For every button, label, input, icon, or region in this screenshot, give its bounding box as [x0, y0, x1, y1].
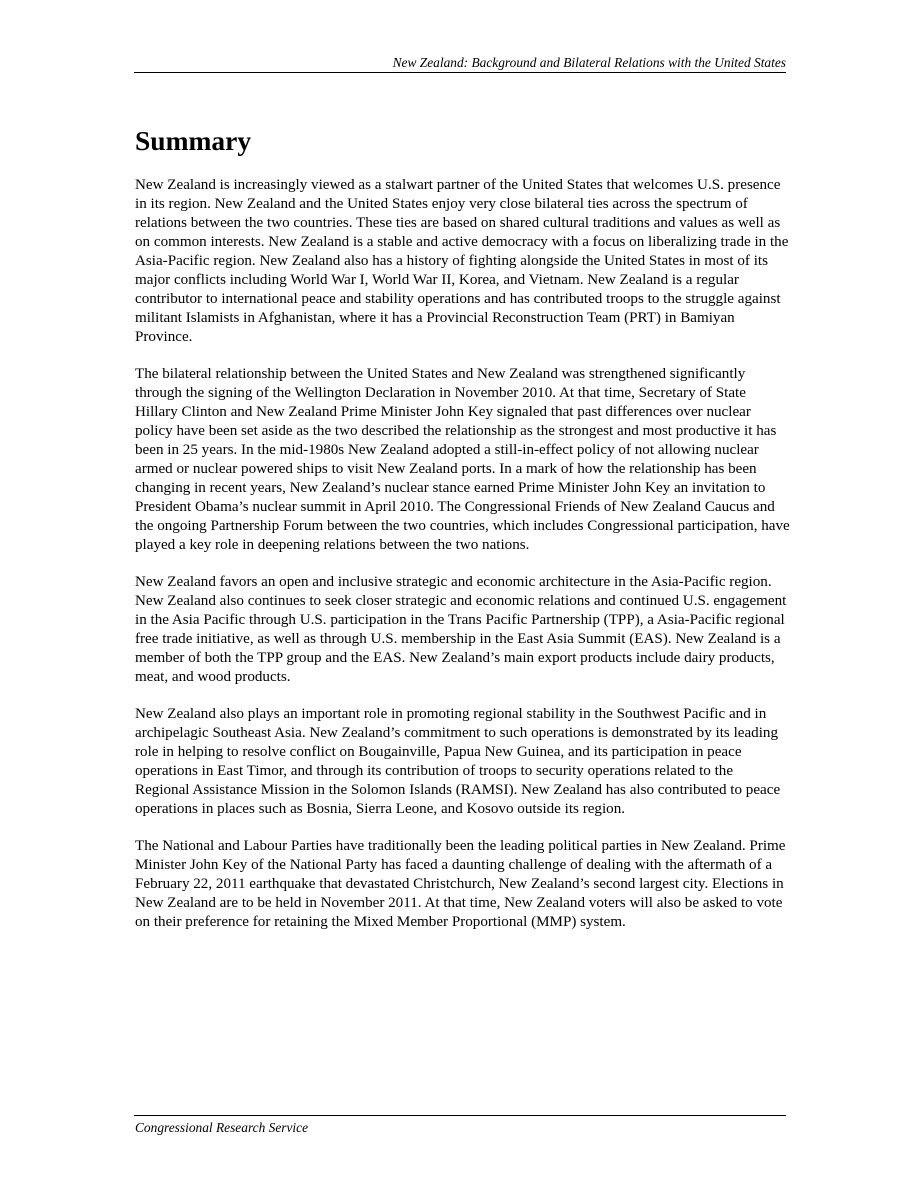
summary-paragraph-2: The bilateral relationship between the United States and New Zealand was strengthened significantly through the signing of the Wellington Declaration in November 2010. At that time, Secretary of State Hillary Clinton and New Zealand Prime Minister John Key signaled that past differences over nuclear policy have been set aside as the two described the relationship as the strongest and most productive it has been in 25 years. In the mid-1980s New Zealand adopted a still-in-effect policy of not allowing nuclear armed or nuclear powered ships to visit New Zealand ports. In a mark of how the relationship has been changing in recent years, New Zealand’s nuclear stance earned Prime Minister John Key an invitation to President Obama’s nuclear summit in April 2010. The Congressional Friends of New Zealand Caucus and the ongoing Partnership Forum between the two countries, which includes Congressional participation, have played a key role in deepening relations between the two nations.: [135, 366, 790, 553]
header-rule: [134, 72, 786, 73]
summary-paragraph-4: New Zealand also plays an important role in promoting regional stability in the Southwest Pacific and in archipelagic Southeast Asia. New Zealand’s commitment to such operations is demonstrated by its leading role in helping to resolve conflict on Bougainville, Papua New Guinea, and its participation in peace operations in East Timor, and through its contribution of troops to security operations related to the Regional Assistance Mission in the Solomon Islands (RAMSI). New Zealand has also contributed to peace operations in places such as Bosnia, Sierra Leone, and Kosovo outside its region.: [135, 706, 781, 817]
running-header: New Zealand: Background and Bilateral Relations with the United States: [392, 55, 786, 70]
section-title: Summary: [135, 125, 252, 156]
summary-paragraph-1: New Zealand is increasingly viewed as a stalwart partner of the United States that welcomes U.S. presence in its region. New Zealand and the United States enjoy very close bilateral ties across the spectrum of relations between the two countries. These ties are based on shared cultural traditions and values as well as on common interests. New Zealand is a stable and active democracy with a focus on liberalizing trade in the Asia-Pacific region. New Zealand also has a history of fighting alongside the United States in most of its major conflicts including World War I, World War II, Korea, and Vietnam. New Zealand is a regular contributor to international peace and stability operations and has contributed troops to the struggle against militant Islamists in Afghanistan, where it has a Provincial Reconstruction Team (PRT) in Bamiyan Province.: [135, 177, 789, 345]
summary-paragraph-5: The National and Labour Parties have traditionally been the leading political parties in New Zealand. Prime Minister John Key of the National Party has faced a daunting challenge of dealing with the aftermath of a February 22, 2011 earthquake that devastated Christchurch, New Zealand’s second largest city. Elections in New Zealand are to be held in November 2011. At that time, New Zealand voters will also be asked to vote on their preference for retaining the Mixed Member Proportional (MMP) system.: [135, 838, 786, 930]
running-footer: Congressional Research Service: [135, 1120, 309, 1135]
footer-rule: [134, 1115, 786, 1116]
summary-body: [135, 176, 790, 950]
summary-paragraph-3: New Zealand favors an open and inclusive strategic and economic architecture in the Asia-Pacific region. New Zealand also continues to seek closer strategic and economic relations and continued U.S. engagement in the Asia Pacific through U.S. participation in the Trans Pacific Partnership (TPP), a Asia-Pacific regional free trade initiative, as well as through U.S. membership in the East Asia Summit (EAS). New Zealand is a member of both the TPP group and the EAS. New Zealand’s main export products include dairy products, meat, and wood products.: [135, 574, 787, 685]
